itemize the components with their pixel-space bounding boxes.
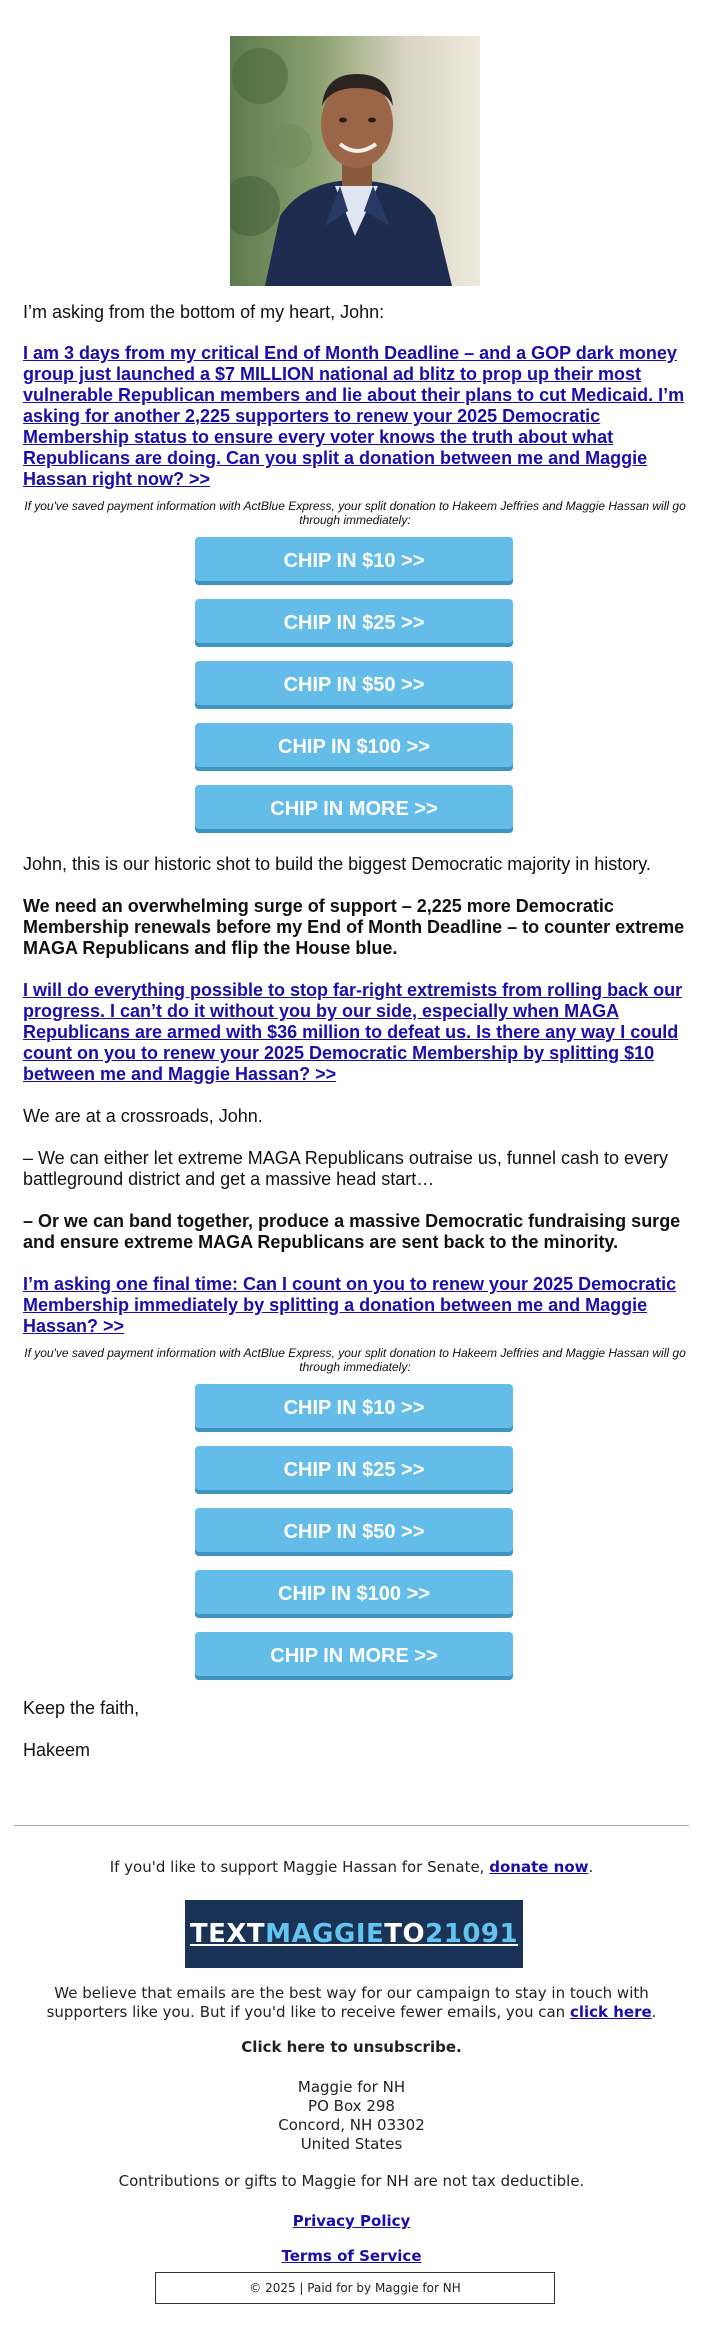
chip-in-10-button[interactable]: CHIP IN $10 >> [195,537,513,585]
support-text: If you'd like to support Maggie Hassan for Senate, [109,1858,485,1876]
emails-text: We believe that emails are the best way for our campaign to stay in touch with supporters like you. But if you'd like to receive fewer emails, you can [46,1984,649,2021]
or-paragraph: – Or we can band together, produce a massive Democratic fundraising surge and ensure extreme MAGA Republicans are sent back to the minority. [23,1211,681,1252]
historic-paragraph: John, this is our historic shot to build the biggest Democratic majority in history. [23,854,651,874]
footer-divider [14,1825,689,1826]
membership-donate-link[interactable]: I will do everything possible to stop far-right extremists from rolling back our progress. I can’t do it without you by our side, especially when MAGA Republicans are armed with $36 million to defeat us. Is there any way I could count on you to renew your 2025 Democratic Membership by splitting $10 between me and Maggie Hassan? >> [23,980,683,1084]
mailing-address [14,2078,689,2154]
signature: Hakeem [23,1740,91,1760]
banner-name: MAGGIE [265,1919,385,1949]
address-line: PO Box 298 [308,2097,395,2115]
chip-in-100-button-2[interactable]: CHIP IN $100 >> [195,1570,513,1618]
text-maggie-banner[interactable] [185,1900,523,1968]
crossroads-paragraph: We are at a crossroads, John. [23,1106,263,1126]
paid-for-disclaimer: © 2025 | Paid for by Maggie for NH [155,2272,555,2304]
donate-now-link[interactable]: donate now [489,1858,589,1876]
chip-in-25-button-2[interactable]: CHIP IN $25 >> [195,1446,513,1494]
address-line: Concord, NH 03302 [278,2116,425,2134]
chip-in-100-button[interactable]: CHIP IN $100 >> [195,723,513,771]
chip-in-more-button-2[interactable]: CHIP IN MORE >> [195,1632,513,1680]
actblue-note-2: If you've saved payment information with ActBlue Express, your split donation to Hakeem Jeffries and Maggie Hassan will go through immediately: [24,1346,686,1374]
either-paragraph: – We can either let extreme MAGA Republicans outraise us, funnel cash to every battleground district and get a massive head start… [23,1148,668,1189]
address-line: United States [300,2135,403,2153]
banner-text-pre: TEXT [189,1919,266,1949]
candidate-photo [230,36,480,286]
chip-in-10-button-2[interactable]: CHIP IN $10 >> [195,1384,513,1432]
lead-donate-link[interactable]: I am 3 days from my critical End of Month Deadline – and a GOP dark money group just launched a $7 MILLION national ad blitz to prop up their most vulnerable Republican members and lie about their plans to cut Medicaid. I’m asking for another 2,225 supporters to renew your 2025 Democratic Membership status to ensure every voter knows the truth about what Republicans are doing. Can you split a donation between me and Maggie Hassan right now? >> [23,343,685,489]
banner-text-mid: TO [384,1919,426,1949]
address-line: Maggie for NH [297,2078,406,2096]
emails-paragraph [14,1984,689,2022]
fewer-emails-link[interactable]: click here [569,2003,652,2021]
privacy-policy-link[interactable]: Privacy Policy [292,2212,411,2230]
unsubscribe-link[interactable]: Click here to unsubscribe. [241,2038,462,2056]
support-end: . [588,1858,594,1876]
intro-line: I’m asking from the bottom of my heart, John: [23,302,385,322]
tax-note: Contributions or gifts to Maggie for NH are not tax deductible. [118,2172,585,2190]
terms-of-service-link[interactable]: Terms of Service [281,2247,422,2265]
chip-in-50-button[interactable]: CHIP IN $50 >> [195,661,513,709]
chip-in-25-button[interactable]: CHIP IN $25 >> [195,599,513,647]
chip-in-50-button-2[interactable]: CHIP IN $50 >> [195,1508,513,1556]
emails-end: . [651,2003,657,2021]
banner-number: 21091 [425,1919,519,1949]
signoff: Keep the faith, [23,1698,140,1718]
support-line [14,1858,689,1877]
surge-paragraph: We need an overwhelming surge of support – 2,225 more Democratic Membership renewals before my End of Month Deadline – to counter extreme MAGA Republicans and flip the House blue. [23,896,685,958]
final-donate-link[interactable]: I’m asking one final time: Can I count on you to renew your 2025 Democratic Membership immediately by splitting a donation between me and Maggie Hassan? >> [23,1274,677,1336]
chip-in-more-button[interactable]: CHIP IN MORE >> [195,785,513,833]
portrait-image [230,36,480,286]
actblue-note: If you've saved payment information with ActBlue Express, your split donation to Hakeem Jeffries and Maggie Hassan will go through immediately: [24,499,686,527]
